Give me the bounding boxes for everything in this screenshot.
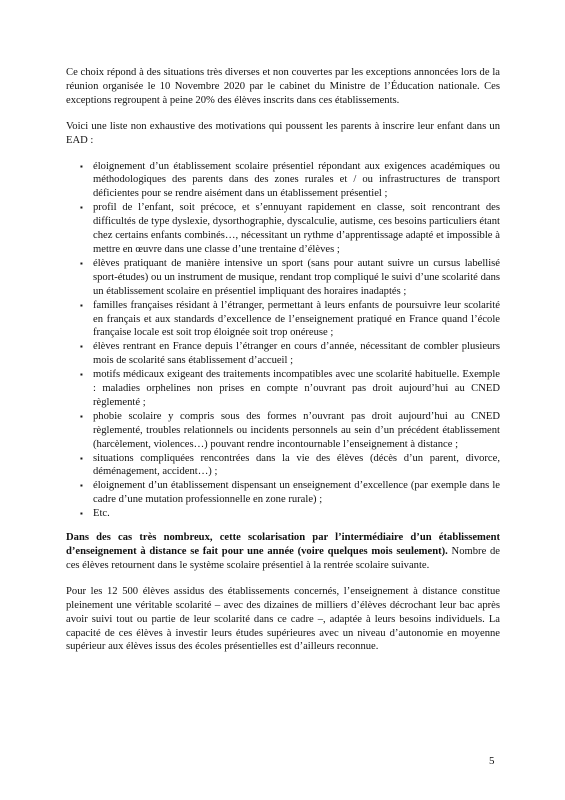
bullet-icon: ▪ — [80, 453, 83, 463]
bullet-icon: ▪ — [80, 258, 83, 268]
motivation-item — [80, 368, 500, 410]
bullet-icon: ▪ — [80, 161, 83, 171]
motivation-item — [80, 479, 500, 507]
motivation-text: familles françaises résidant à l’étranger, permettant à leurs enfants de poursuivre leur scolarité en français et aux standards d’excellence de l’enseignement pratiqué en France quand l’école française locale est soit trop éloignée soit trop onéreuse ; — [93, 299, 500, 339]
scolarisation-text: Nombre de ces élèves retournent dans le système scolaire présentiel à la rentrée scolaire suivante. — [66, 546, 501, 571]
motivation-item — [80, 452, 500, 480]
motivation-text: éloignement d’un établissement scolaire présentiel répondant aux exigences académiques ou méthodologiques des parents dans des zones rurales et / ou infrastructures de transport déficientes pour se rendre aisément dans un établissement présentiel ; — [93, 160, 500, 200]
motivation-item — [80, 507, 500, 521]
motivation-text: élèves rentrant en France depuis l’étranger en cours d’année, nécessitant de combler plusieurs mois de scolarité sans établissement d’accueil ; — [93, 341, 500, 367]
list-intro-paragraph: Voici une liste non exhaustive des motivations qui poussent les parents à inscrire leur enfant dans un EAD : — [66, 120, 500, 146]
motivation-item — [80, 201, 500, 257]
motivation-item — [80, 410, 500, 452]
assidus-paragraph: Pour les 12 500 élèves assidus des établissements concernés, l’enseignement à distance constitue pleinement une véritable scolarité – avec des dizaines de milliers d’élèves décrochant leur bac après avoir suivi tout ou partie de leur scolarité dans ce cadre –, adaptée à leurs besoins individuels. La capacité de ces élèves à investir leurs études supérieures avec un niveau d’autonomie en moyenne supérieur aux élèves issus des écoles présentielles est d’ailleurs reconnue. — [66, 585, 500, 653]
bullet-icon: ▪ — [80, 481, 83, 491]
bullet-icon: ▪ — [80, 370, 83, 380]
motivation-text: élèves pratiquant de manière intensive un sport (sans pour autant suivre un cursus labellisé sport-études) ou un instrument de musique, rendant trop compliqué le suivi d’une scolarité dans un établissement scolaire en présentiel impliquant des horaires inadaptés ; — [93, 257, 500, 297]
motivations-list — [66, 160, 500, 522]
bullet-icon: ▪ — [80, 342, 83, 352]
motivation-text: motifs médicaux exigeant des traitements incompatibles avec une scolarité habituelle. Exemple : maladies orphelines non prises en compte n’ouvrant pas droit aujourd’hui au CNED règlementé ; — [93, 369, 500, 408]
scolarisation-bold-text: Dans des cas très nombreux, cette scolarisation par l’intermédiaire d’un établissement d’enseignement à distance se fait pour une année (voire quelques mois seulement). — [66, 532, 500, 557]
motivation-text: profil de l’enfant, soit précoce, et s’ennuyant rapidement en classe, soit rencontrant des difficultés de type dyslexie, dysorthographie, dyscalculie, autisme, ces besoins particuliers étant chez certains enfants combinés…, nécessitant un rythme d’apprentissage adapté et impossible à mettre en œuvre dans une classe d’une trentaine d’élèves ; — [93, 202, 500, 255]
motivation-item — [80, 257, 500, 299]
scolarisation-paragraph — [66, 531, 500, 573]
page-body — [66, 66, 500, 666]
intro-paragraph: Ce choix répond à des situations très diverses et non couvertes par les exceptions annoncées lors de la réunion organisée le 10 Novembre 2020 par le cabinet du Ministre de l’Éducation nationale. Ces exceptions regroupent à peine 20% des élèves inscrits dans ces établissements. — [66, 67, 500, 106]
motivation-item — [80, 340, 500, 368]
page-number: 5 — [489, 755, 495, 767]
motivation-text: situations compliquées rencontrées dans la vie des élèves (décès d’un parent, divorce, déménagement, accident…) ; — [93, 452, 500, 478]
motivation-text: éloignement d’un établissement dispensant un enseignement d’excellence (par exemple dans le cadre d’une mutation professionnelle en zone rurale) ; — [93, 480, 500, 506]
bullet-icon: ▪ — [80, 300, 83, 310]
bullet-icon: ▪ — [80, 411, 83, 421]
bullet-icon: ▪ — [80, 203, 83, 213]
motivation-item — [80, 299, 500, 341]
bullet-icon: ▪ — [80, 509, 83, 519]
motivation-item — [80, 160, 500, 202]
motivation-text: Etc. — [93, 508, 110, 520]
motivation-text: phobie scolaire y compris sous des formes n’ouvrant pas droit aujourd’hui au CNED règlementé, troubles relationnels ou incidents personnels au sein d’un précédent établissement (harcèlement, violences…) pouvant rendre incontournable l’enseignement à distance ; — [93, 410, 500, 450]
